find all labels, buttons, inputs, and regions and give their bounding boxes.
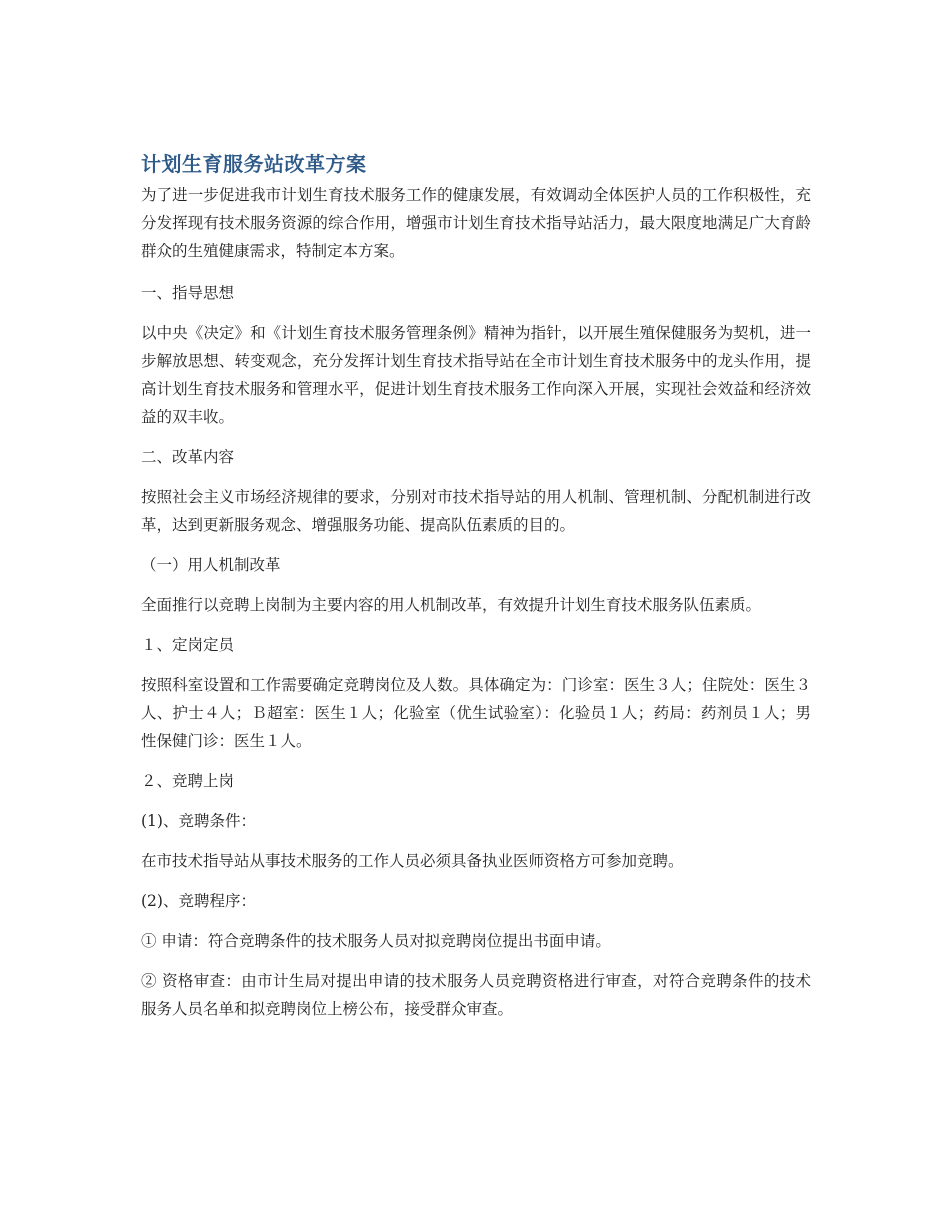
section-heading-reform-content: 二、改革内容 (141, 448, 235, 466)
intro-paragraph: 为了进一步促进我市计划生育技术服务工作的健康发展，有效调动全体医护人员的工作积极性，充分发挥现有技术服务资源的综合作用，增强市计划生育技术指导站活力，最大限度地满足广大育龄群众的生殖健康需求，特制定本方案。 (141, 186, 811, 260)
hiring-conditions-paragraph: 在市技术指导站从事技术服务的工作人员必须具备执业医师资格方可参加竞聘。 (141, 852, 684, 870)
guiding-ideology-paragraph: 以中央《决定》和《计划生育技术服务管理条例》精神为指针，以开展生殖保健服务为契机，进一步解放思想、转变观念，充分发挥计划生育技术指导站在全市计划生育技术服务中的龙头作用，提高计划生育技术服务和管理水平，促进计划生育技术服务工作向深入开展，实现社会效益和经济效益的双丰收。 (141, 324, 811, 426)
subsection-heading-employment-mechanism: （一）用人机制改革 (141, 556, 281, 574)
procedure-step-qualification-review: ② 资格审查：由市计生局对提出申请的技术服务人员竞聘资格进行审查，对符合竞聘条件的技术服务人员名单和拟竞聘岗位上榜公布，接受群众审查。 (141, 972, 811, 1018)
post-staffing-paragraph: 按照科室设置和工作需要确定竞聘岗位及人数。具体确定为：门诊室：医生３人；住院处：医生３人、护士４人；Ｂ超室：医生１人；化验室（优生试验室）：化验员１人；药局：药剂员１人；男性保健门诊：医生１人。 (141, 676, 811, 750)
hiring-conditions-heading: (1)、竞聘条件： (141, 812, 256, 830)
reform-content-paragraph: 按照社会主义市场经济规律的要求，分别对市技术指导站的用人机制、管理机制、分配机制进行改革，达到更新服务观念、增强服务功能、提高队伍素质的目的。 (141, 488, 811, 534)
item-heading-post-staffing: １、定岗定员 (141, 636, 235, 654)
hiring-procedure-heading: (2)、竞聘程序： (141, 892, 256, 910)
procedure-step-application: ① 申请：符合竞聘条件的技术服务人员对拟竞聘岗位提出书面申请。 (141, 932, 611, 950)
document-title: 计划生育服务站改革方案 (141, 152, 367, 176)
section-heading-guiding-ideology: 一、指导思想 (141, 284, 235, 302)
item-heading-competitive-hiring: ２、竞聘上岗 (141, 772, 235, 790)
employment-mechanism-paragraph: 全面推行以竞聘上岗制为主要内容的用人机制改革，有效提升计划生育技术服务队伍素质。 (141, 596, 762, 614)
document-page (141, 148, 811, 1035)
